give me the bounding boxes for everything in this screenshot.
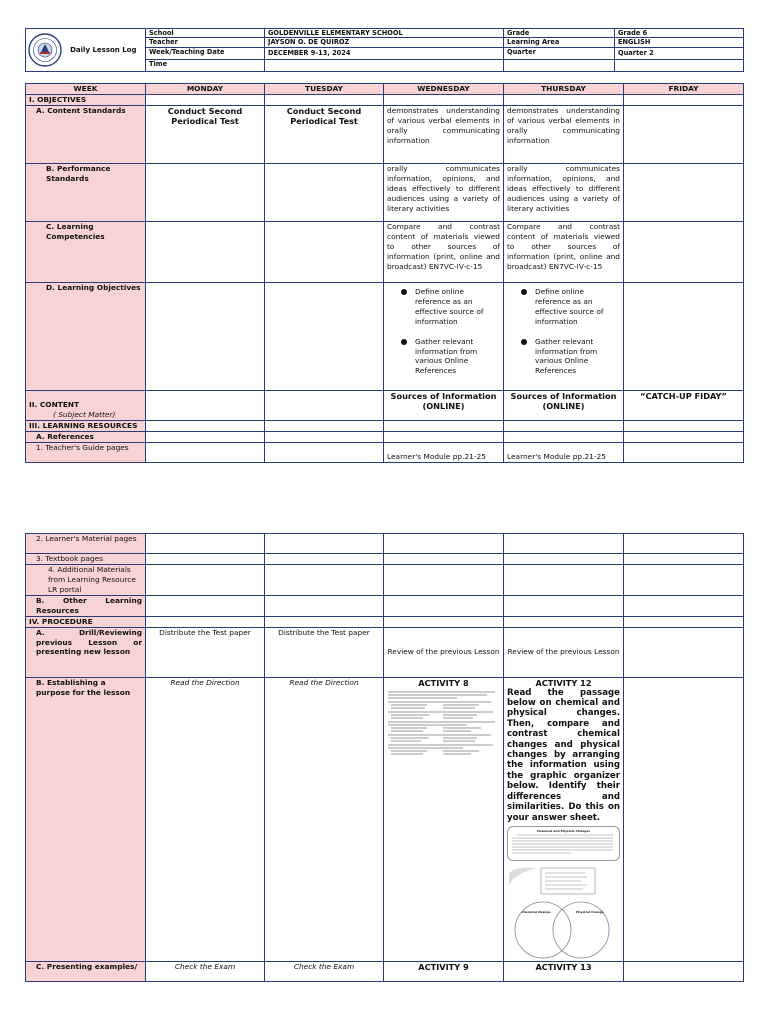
grade-value: Grade 6 [615, 29, 744, 38]
row-label-presenting: C. Presenting examples/ [26, 961, 146, 981]
empty-cell [624, 106, 744, 164]
time-label: Time [146, 59, 265, 71]
empty-cell [146, 443, 265, 463]
empty-cell [504, 554, 624, 565]
empty-cell [504, 616, 624, 627]
empty-cell [146, 432, 265, 443]
empty-cell [384, 432, 504, 443]
section-learning-resources: III. LEARNING RESOURCES [26, 421, 146, 432]
empty-cell [504, 432, 624, 443]
empty-cell [624, 283, 744, 391]
empty-cell [146, 534, 265, 554]
empty-cell [624, 432, 744, 443]
row-label-learners-material: 2. Learner's Material pages [26, 534, 146, 554]
empty-cell [384, 565, 504, 596]
thursday-content-standards: demonstrates understanding of various verbal elements in orally communicating information [504, 106, 624, 164]
objective-bullet: Gather relevant information from various Online References [401, 337, 500, 377]
empty-cell [624, 222, 744, 283]
venn-left-label: Chemical Change [521, 909, 551, 914]
thursday-learning-objectives [504, 283, 624, 391]
empty-cell [265, 95, 384, 106]
col-header-tuesday: TUESDAY [265, 84, 384, 95]
thursday-content: Sources of Information (ONLINE) [504, 391, 624, 421]
venn-diagram [507, 899, 617, 961]
friday-content: “CATCH-UP FIDAY” [624, 391, 744, 421]
empty-cell [504, 421, 624, 432]
tuesday-purpose: Read the Direction [265, 677, 384, 961]
empty-cell [265, 164, 384, 222]
school-label: School [146, 29, 265, 38]
row-label-additional-materials: 4. Additional Materials from Learning Resource LR portal [26, 565, 146, 596]
tuesday-presenting: Check the Exam [265, 961, 384, 981]
empty-cell [146, 565, 265, 596]
activity-8-worksheet-thumbnail [387, 690, 500, 763]
deped-logo-cell [26, 29, 146, 72]
empty-cell [265, 283, 384, 391]
empty-cell [146, 95, 265, 106]
learning-area-label: Learning Area [504, 38, 615, 47]
empty-cell [384, 421, 504, 432]
school-value: GOLDENVILLE ELEMENTARY SCHOOL [265, 29, 504, 38]
empty-cell [624, 421, 744, 432]
empty-cell [504, 95, 624, 106]
empty-cell [504, 565, 624, 596]
empty-cell [265, 432, 384, 443]
row-label-learning-competencies: C. Learning Competencies [26, 222, 146, 283]
wednesday-drill: Review of the previous Lesson [384, 627, 504, 677]
time-value [265, 59, 504, 71]
empty-cell [265, 595, 384, 616]
empty-cell [146, 164, 265, 222]
monday-presenting: Check the Exam [146, 961, 265, 981]
empty-cell [504, 59, 615, 71]
monday-purpose: Read the Direction [146, 677, 265, 961]
objective-bullet: Define online reference as an effective source of information [401, 287, 500, 327]
col-header-monday: MONDAY [146, 84, 265, 95]
empty-cell [624, 595, 744, 616]
empty-cell [624, 677, 744, 961]
row-label-textbook: 3. Textbook pages [26, 554, 146, 565]
venn-right-label: Physical Change [576, 909, 604, 914]
header-table [25, 28, 744, 72]
empty-cell [265, 554, 384, 565]
empty-cell [624, 961, 744, 981]
empty-cell [624, 95, 744, 106]
empty-cell [265, 565, 384, 596]
row-label-drill: A. Drill/Reviewing previous Lesson or presenting new lesson [26, 627, 146, 677]
monday-content-standards: Conduct Second Periodical Test [146, 106, 265, 164]
empty-cell [384, 595, 504, 616]
col-header-week: WEEK [26, 84, 146, 95]
empty-cell [624, 443, 744, 463]
organizer-list-box [507, 864, 617, 896]
section-objectives: I. OBJECTIVES [26, 95, 146, 106]
empty-cell [624, 164, 744, 222]
empty-cell [146, 391, 265, 421]
wednesday-presenting: ACTIVITY 9 [384, 961, 504, 981]
empty-cell [624, 534, 744, 554]
passage-text-lines [511, 833, 615, 855]
row-label-teachers-guide: 1. Teacher's Guide pages [26, 443, 146, 463]
empty-cell [504, 534, 624, 554]
passage-thumbnail-title: Chemical and Physical Changes [536, 828, 591, 833]
row-label-content-standards: A. Content Standards [26, 106, 146, 164]
empty-cell [265, 222, 384, 283]
teacher-label: Teacher [146, 38, 265, 47]
lesson-log-table-1 [25, 83, 744, 463]
activity-8-title: ACTIVITY 8 [418, 677, 469, 688]
empty-cell [624, 554, 744, 565]
activity-12-title: ACTIVITY 12 [535, 677, 592, 688]
empty-cell [615, 59, 744, 71]
empty-cell [265, 421, 384, 432]
empty-cell [384, 616, 504, 627]
empty-cell [265, 443, 384, 463]
section-procedure: IV. PROCEDURE [26, 616, 146, 627]
objective-bullet: Gather relevant information from various Online References [521, 337, 620, 377]
empty-cell [265, 534, 384, 554]
worksheet-text-lines [387, 690, 499, 760]
col-header-thursday: THURSDAY [504, 84, 624, 95]
thursday-performance-standards: orally communicates information, opinions, and ideas effectively to different audiences using a variety of literary activities [504, 164, 624, 222]
thursday-teachers-guide: Learner's Module pp.21-25 [504, 443, 624, 463]
grade-label: Grade [504, 29, 615, 38]
empty-cell [504, 595, 624, 616]
wednesday-learning-competencies: Compare and contrast content of materials viewed to other sources of information (print, online and broadcast) EN7VC-IV-c-15 [384, 222, 504, 283]
empty-cell [146, 554, 265, 565]
section-content: II. CONTENT ( Subject Matter) [26, 391, 146, 421]
monday-drill: Distribute the Test paper [146, 627, 265, 677]
row-label-references: A. References [26, 432, 146, 443]
thursday-presenting: ACTIVITY 13 [504, 961, 624, 981]
empty-cell [146, 222, 265, 283]
teacher-value: JAYSON O. DE QUIROZ [265, 38, 504, 47]
empty-cell [265, 391, 384, 421]
quarter-label: Quarter [504, 47, 615, 59]
wednesday-purpose [384, 677, 504, 961]
empty-cell [624, 565, 744, 596]
activity-12-instructions: Read the passage below on chemical and physical changes. Then, compare and contrast chemical changes and physical changes by arranging the information using the graphic organizer below. Identify their differences and similarities. Do this on your answer sheet. [507, 687, 620, 823]
col-header-friday: FRIDAY [624, 84, 744, 95]
empty-cell [384, 534, 504, 554]
passage-thumbnail [507, 826, 620, 861]
wednesday-content-standards: demonstrates understanding of various verbal elements in orally communicating information [384, 106, 504, 164]
empty-cell [384, 554, 504, 565]
tuesday-content-standards: Conduct Second Periodical Test [265, 106, 384, 164]
thursday-learning-competencies: Compare and contrast content of materials viewed to other sources of information (print, online and broadcast) EN7VC-IV-c-15 [504, 222, 624, 283]
col-header-wednesday: WEDNESDAY [384, 84, 504, 95]
empty-cell [146, 616, 265, 627]
thursday-drill: Review of the previous Lesson [504, 627, 624, 677]
row-label-performance-standards: B. Performance Standards [26, 164, 146, 222]
wednesday-content: Sources of Information (ONLINE) [384, 391, 504, 421]
empty-cell [384, 95, 504, 106]
empty-cell [146, 595, 265, 616]
row-label-learning-objectives: D. Learning Objectives [26, 283, 146, 391]
objective-bullet: Define online reference as an effective source of information [521, 287, 620, 327]
deped-seal-icon [28, 33, 62, 67]
tuesday-drill: Distribute the Test paper [265, 627, 384, 677]
row-label-other-resources: B. Other Learning Resources [26, 595, 146, 616]
dll-title: Daily Lesson Log [70, 45, 137, 54]
row-label-purpose: B. Establishing a purpose for the lesson [26, 677, 146, 961]
learning-area-value: ENGLISH [615, 38, 744, 47]
wednesday-learning-objectives [384, 283, 504, 391]
graphic-organizer-thumbnail [507, 864, 620, 961]
empty-cell [624, 627, 744, 677]
week-value: DECEMBER 9-13, 2024 [265, 47, 504, 59]
empty-cell [146, 283, 265, 391]
thursday-purpose [504, 677, 624, 961]
wednesday-performance-standards: orally communicates information, opinions, and ideas effectively to different audiences using a variety of literary activities [384, 164, 504, 222]
empty-cell [146, 421, 265, 432]
wednesday-teachers-guide: Learner's Module pp.21-25 [384, 443, 504, 463]
week-label: Week/Teaching Date [146, 47, 265, 59]
quarter-value: Quarter 2 [615, 47, 744, 59]
empty-cell [624, 616, 744, 627]
empty-cell [265, 616, 384, 627]
lesson-log-table-2 [25, 533, 744, 982]
